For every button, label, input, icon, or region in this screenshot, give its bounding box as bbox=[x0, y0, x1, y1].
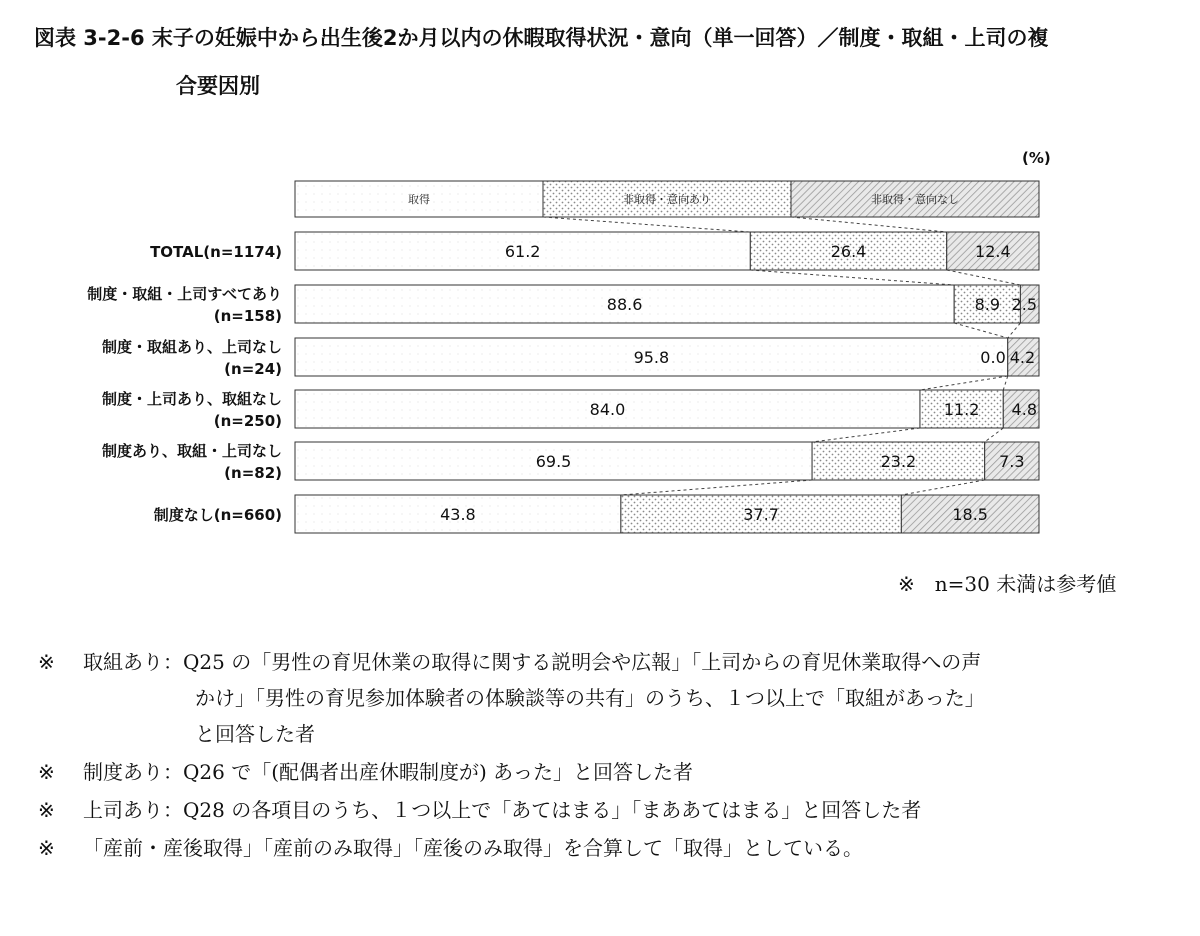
note-text: 制度あり：Q26 で「(配偶者出産休暇制度が) あった」と回答した者 bbox=[83, 760, 693, 784]
note-text: 「産前・産後取得」「産前のみ取得」「産後のみ取得」を合算して「取得」としている。 bbox=[83, 836, 863, 860]
connector-line bbox=[1008, 323, 1021, 338]
data-label: 12.4 bbox=[975, 242, 1011, 261]
data-label: 0.0 bbox=[980, 348, 1006, 367]
category-labels bbox=[87, 243, 282, 524]
legend-label: 非取得・意向あり bbox=[623, 193, 711, 206]
footnote bbox=[38, 758, 1183, 786]
footnote bbox=[38, 648, 1183, 748]
bars bbox=[295, 232, 1039, 533]
data-label: 8.9 bbox=[974, 295, 1001, 314]
note-text: 取組あり：Q25 の「男性の育児休業の取得に関する説明会や広報」「上司からの育児休業取得への声 bbox=[83, 650, 982, 674]
data-label: 4.2 bbox=[1009, 348, 1036, 367]
reference-value-note: ※ n=30 未満は参考値 bbox=[898, 572, 1117, 596]
connector-line bbox=[812, 428, 920, 442]
category-sample-size: (n=250) bbox=[213, 412, 282, 430]
data-label: 43.8 bbox=[440, 505, 476, 524]
connector-line bbox=[954, 323, 1008, 338]
note-mark: ※ bbox=[38, 760, 55, 784]
connector-line bbox=[750, 270, 954, 285]
category-sample-size: (n=24) bbox=[224, 360, 282, 378]
legend-label: 取得 bbox=[408, 193, 430, 206]
category-label: 制度あり、取組・上司なし bbox=[101, 442, 282, 460]
data-label: 2.5 bbox=[1011, 295, 1037, 314]
footnote bbox=[38, 796, 1183, 824]
connector-line bbox=[543, 217, 750, 232]
legend bbox=[295, 181, 1039, 217]
footnotes bbox=[38, 648, 1183, 872]
data-label: 11.2 bbox=[943, 400, 980, 419]
data-label: 26.4 bbox=[830, 242, 867, 261]
connector-line bbox=[1003, 376, 1007, 390]
chart-title: 図表 3-2-6 末子の妊娠中から出生後2か月以内の休暇取得状況・意向（単一回答）／制度・取組・上司の複 bbox=[34, 26, 1049, 50]
note-text: と回答した者 bbox=[195, 722, 315, 746]
note-mark: ※ bbox=[38, 650, 55, 674]
category-label: 制度・取組・上司すべてあり bbox=[87, 285, 282, 303]
legend-label: 非取得・意向なし bbox=[871, 193, 959, 206]
connector-line bbox=[947, 270, 1021, 285]
data-label: 84.0 bbox=[589, 400, 626, 419]
connector-line bbox=[920, 376, 1008, 390]
note-text: かけ」「男性の育児参加体験者の体験談等の共有」のうち、１つ以上で「取組があった」 bbox=[195, 686, 985, 710]
category-label: TOTAL(n=1174) bbox=[150, 243, 282, 261]
connector-line bbox=[901, 480, 984, 495]
data-label: 61.2 bbox=[504, 242, 541, 261]
data-label: 7.3 bbox=[999, 452, 1025, 471]
data-label: 18.5 bbox=[952, 505, 988, 524]
data-label: 95.8 bbox=[633, 348, 670, 367]
category-label: 制度・上司あり、取組なし bbox=[101, 390, 282, 408]
connector-line bbox=[791, 217, 947, 232]
data-label: 88.6 bbox=[606, 295, 643, 314]
data-label: 23.2 bbox=[880, 452, 917, 471]
data-label: 69.5 bbox=[535, 452, 572, 471]
category-label: 制度なし(n=660) bbox=[153, 506, 282, 524]
category-label: 制度・取組あり、上司なし bbox=[101, 338, 282, 356]
connector-line bbox=[621, 480, 812, 495]
connector-line bbox=[985, 428, 1004, 442]
category-sample-size: (n=82) bbox=[224, 464, 282, 482]
note-text: 上司あり：Q28 の各項目のうち、１つ以上で「あてはまる」「まああてはまる」と回答した者 bbox=[83, 798, 922, 822]
category-sample-size: (n=158) bbox=[213, 307, 282, 325]
data-label: 37.7 bbox=[743, 505, 779, 524]
chart-title-continued: 合要因別 bbox=[176, 74, 260, 98]
unit-label: (%) bbox=[1022, 149, 1051, 167]
footnote bbox=[38, 834, 1183, 862]
data-label: 4.8 bbox=[1011, 400, 1037, 419]
note-mark: ※ bbox=[38, 798, 55, 822]
note-mark: ※ bbox=[38, 836, 55, 860]
